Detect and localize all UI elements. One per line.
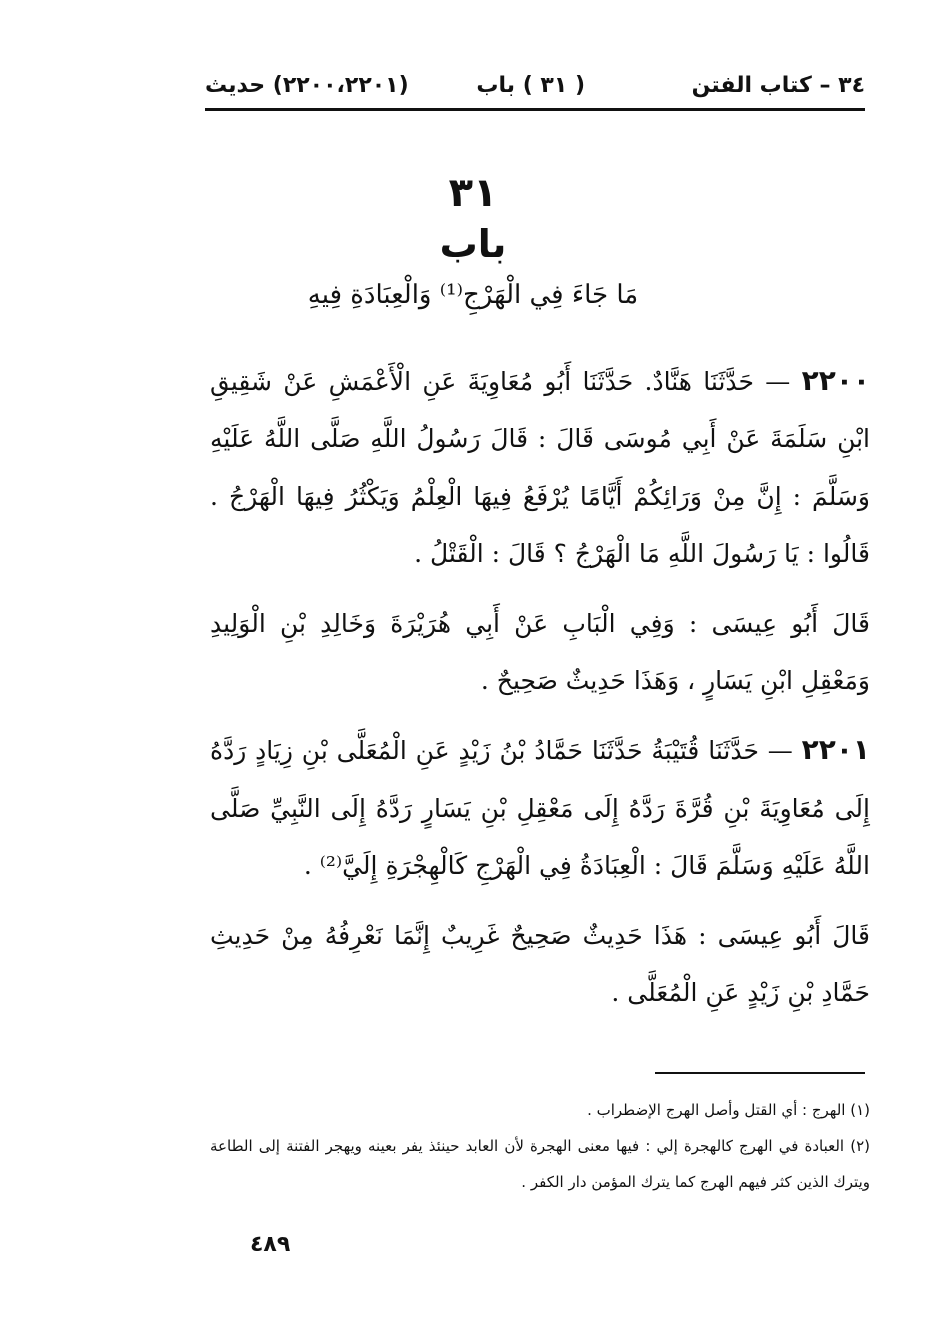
header-rule — [205, 108, 865, 111]
chapter-heading: باب — [439, 222, 507, 266]
hadith-paragraph — [210, 352, 870, 583]
chapter-number: ٣١ — [448, 170, 498, 216]
header-hadith-range: (٢٢٠٠،٢٢٠١) حديث — [205, 73, 409, 98]
hadith-text: — حَدَّثَنَا قُتَيْبَةُ حَدَّثَنَا حَمَّادُ بْنُ زَيْدٍ عَنِ الْمُعَلَّى بْنِ زِيَادٍ رَدَّهُ إِلَى مُعَاوِيَةَ بْنِ قُرَّةَ رَدَّهُ إِلَى مَعْقِلِ بْنِ يَسَارٍ رَدَّهُ إِلَى النَّبِيِّ صَلَّى اللَّهُ عَلَيْهِ وَسَلَّمَ قَالَ : الْعِبَادَةُ فِي الْهَرْجِ كَالْهِجْرَةِ إِلَيَّ⁽²⁾ . — [210, 736, 870, 881]
running-header — [205, 66, 865, 106]
footnote: (١) الهرج : أي القتل وأصل الهرج الإضطراب . — [587, 1101, 870, 1119]
hadith-paragraph — [210, 721, 870, 894]
header-chapter-ref: ( ٣١ ) باب — [476, 73, 585, 98]
commentary-paragraph: قَالَ أَبُو عِيسَى : هَذَا حَدِيثٌ صَحِيحٌ غَرِيبٌ إِنَّمَا نَعْرِفُهُ مِنْ حَدِيثِ حَمَّادِ بْنِ زَيْدٍ عَنِ الْمُعَلَّى . — [210, 920, 870, 1008]
commentary-paragraph: قَالَ أَبُو عِيسَى : وَفِي الْبَابِ عَنْ أَبِي هُرَيْرَةَ وَخَالِدِ بْنِ الْوَلِيدِ وَمَعْقِلِ ابْنِ يَسَارٍ ، وَهَذَا حَدِيثٌ صَحِيحٌ . — [210, 608, 870, 696]
header-book-title: ٣٤ – كتاب الفتن — [691, 73, 865, 98]
body-text — [210, 352, 870, 1033]
chapter-title: مَا جَاءَ فِي الْهَرْجِ⁽¹⁾ وَالْعِبَادَةِ فِيهِ — [307, 280, 639, 310]
page-number: ٤٨٩ — [250, 1232, 291, 1257]
footnotes — [210, 1092, 870, 1200]
footnote-rule — [655, 1072, 865, 1074]
hadith-text: — حَدَّثَنَا هَنَّادٌ. حَدَّثَنَا أَبُو مُعَاوِيَةَ عَنِ الْأَعْمَشِ عَنْ شَقِيقِ ابْنِ سَلَمَةَ عَنْ أَبِي مُوسَى قَالَ : قَالَ رَسُولُ اللَّهِ صَلَّى اللَّهُ عَلَيْهِ وَسَلَّمَ : إِنَّ مِنْ وَرَائِكُمْ أَيَّامًا يُرْفَعُ فِيهَا الْعِلْمُ وَيَكْثُرُ فِيهَا الْهَرْجُ . قَالُوا : يَا رَسُولَ اللَّهِ مَا الْهَرْجُ ؟ قَالَ : الْقَتْلُ . — [210, 367, 870, 569]
footnote: (٢) العبادة في الهرج كالهجرة إلي : فيها معنى الهجرة لأن العابد حينئذ يفر بعينه ويهجر الفتنة إلى الطاعة ويترك الذين كثر فيهم الهرج كما يترك المؤمن دار الكفر . — [210, 1137, 870, 1191]
hadith-number: ٢٢٠٠ — [801, 364, 870, 397]
hadith-number: ٢٢٠١ — [801, 733, 870, 767]
